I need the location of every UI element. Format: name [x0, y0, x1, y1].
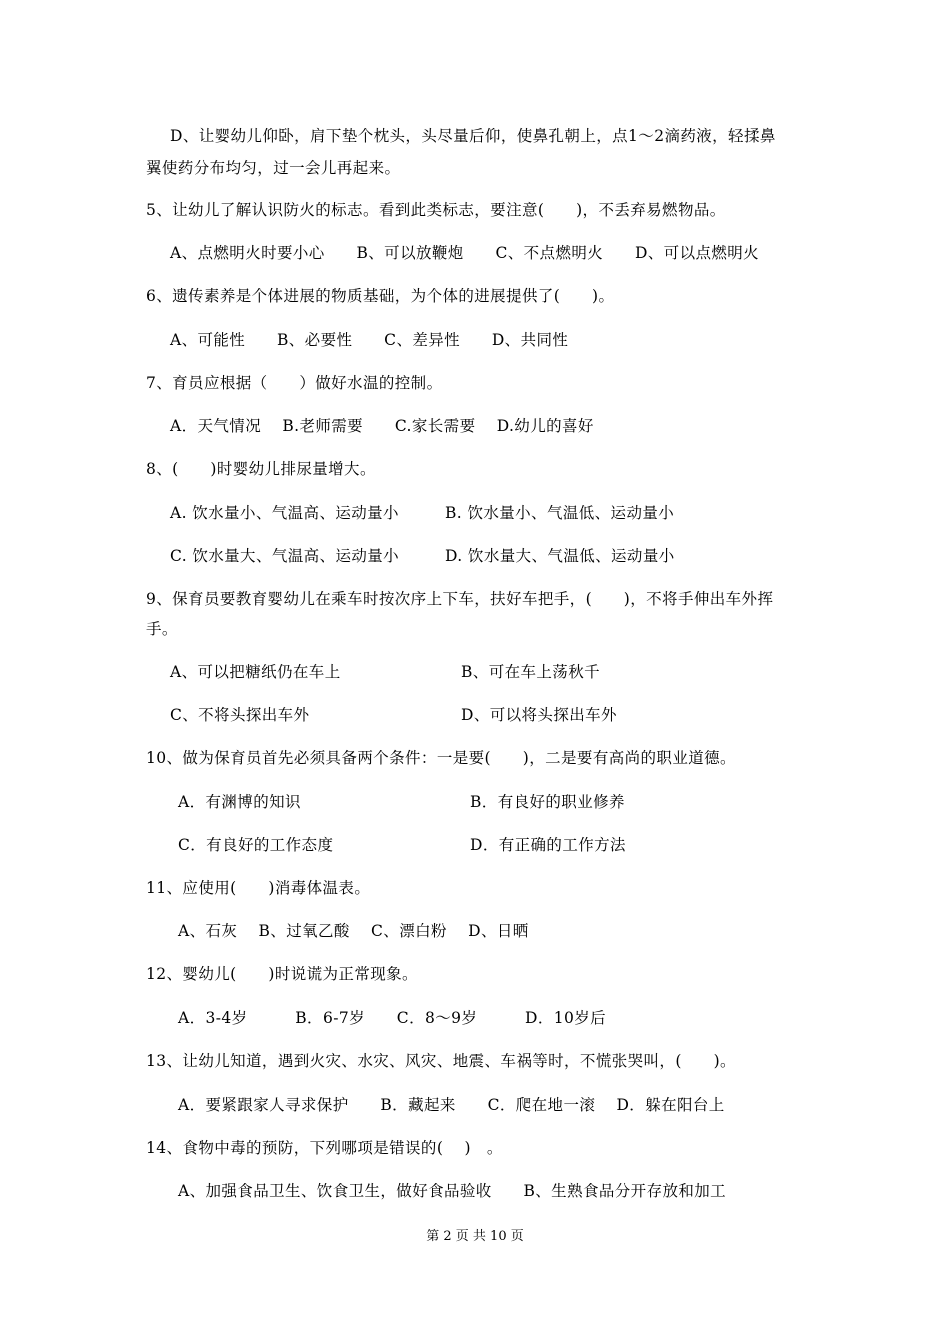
- q11-options: A、石灰 B、过氧乙酸 C、漂白粉 D、日晒: [178, 922, 529, 940]
- q8-stem: 8、( )时婴幼儿排尿量增大。: [146, 460, 376, 478]
- q8-option-c: C. 饮水量大、气温高、运动量小: [170, 547, 400, 565]
- q9-option-b: B、可在车上荡秋千: [461, 663, 600, 681]
- q11-stem: 11、应使用( )消毒体温表。: [146, 879, 371, 897]
- q10-stem: 10、做为保育员首先必须具备两个条件：一是要( )，二是要有高尚的职业道德。: [146, 749, 736, 767]
- q12-options: A．3-4岁 B．6-7岁 C．8～9岁 D．10岁后: [178, 1009, 607, 1027]
- q10-option-d: D．有正确的工作方法: [470, 836, 626, 854]
- q10-option-c: C．有良好的工作态度: [178, 836, 334, 854]
- q13-stem: 13、让幼儿知道，遇到火灾、水灾、风灾、地震、车祸等时，不慌张哭叫，( )。: [146, 1052, 736, 1070]
- q4-option-d-line1: D、让婴幼儿仰卧，肩下垫个枕头，头尽量后仰，使鼻孔朝上，点1～2滴药液，轻揉鼻: [170, 127, 776, 145]
- q7-options: A．天气情况 B.老师需要 C.家长需要 D.幼儿的喜好: [170, 417, 594, 435]
- q9-stem-line1: 9、保育员要教育婴幼儿在乘车时按次序上下车，扶好车把手，( )，不将手伸出车外挥: [146, 590, 774, 608]
- q9-stem-line2: 手。: [146, 620, 178, 638]
- q4-option-d-line2: 翼使药分布均匀，过一会儿再起来。: [146, 159, 401, 177]
- q9-option-c: C、不将头探出车外: [170, 706, 310, 724]
- q14-options: A、加强食品卫生、饮食卫生，做好食品验收 B、生熟食品分开存放和加工: [178, 1182, 727, 1200]
- page-number-footer: 第 2 页 共 10 页: [426, 1229, 524, 1244]
- q9-option-d: D、可以将头探出车外: [461, 706, 617, 724]
- q6-stem: 6、遗传素养是个体进展的物质基础，为个体的进展提供了( )。: [146, 287, 615, 305]
- q5-stem: 5、让幼儿了解认识防火的标志。看到此类标志，要注意( )，不丢弃易燃物品。: [146, 201, 726, 219]
- q6-options: A、可能性 B、必要性 C、差异性 D、共同性: [170, 331, 569, 349]
- q10-option-b: B．有良好的职业修养: [470, 793, 625, 811]
- q10-option-a: A．有渊博的知识: [178, 793, 301, 811]
- q8-option-d: D. 饮水量大、气温低、运动量小: [445, 547, 675, 565]
- q8-option-a: A. 饮水量小、气温高、运动量小: [170, 504, 399, 522]
- q13-options: A．要紧跟家人寻求保护 B．藏起来 C．爬在地一滚 D．躲在阳台上: [178, 1096, 725, 1114]
- q8-option-b: B. 饮水量小、气温低、运动量小: [445, 504, 675, 522]
- q14-stem: 14、食物中毒的预防，下列哪项是错误的( ) 。: [146, 1139, 503, 1157]
- q9-option-a: A、可以把糖纸仍在车上: [170, 663, 341, 681]
- q5-options: A、点燃明火时要小心 B、可以放鞭炮 C、不点燃明火 D、可以点燃明火: [170, 244, 760, 262]
- q12-stem: 12、婴幼儿( )时说谎为正常现象。: [146, 965, 418, 983]
- q7-stem: 7、育员应根据（ ）做好水温的控制。: [146, 374, 443, 392]
